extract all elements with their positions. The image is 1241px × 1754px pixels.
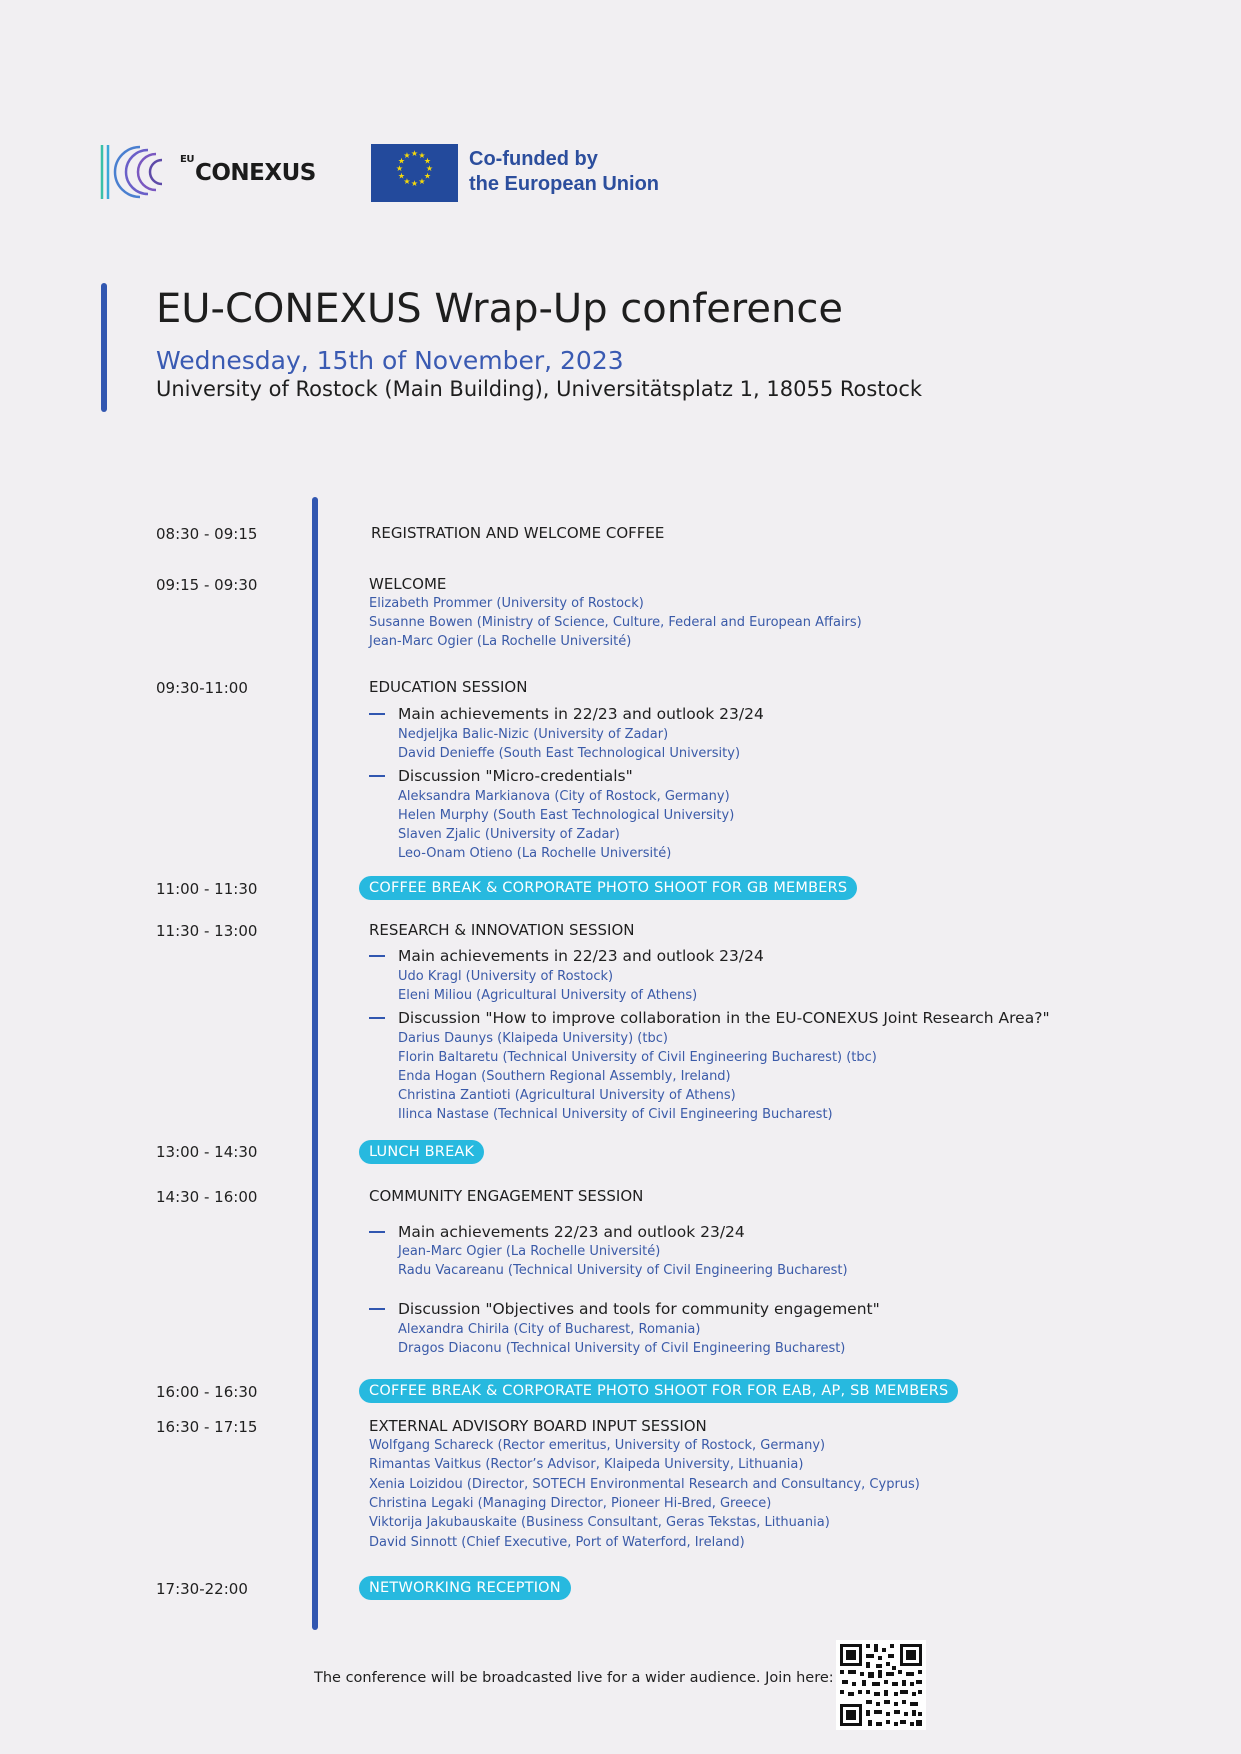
session-time: 09:30-11:00 [156,679,248,697]
subsession-title: Main achievements 22/23 and outlook 23/24 [369,1223,745,1241]
speaker: Leo-Onam Otieno (La Rochelle Université) [398,846,672,861]
break-badge: COFFEE BREAK & CORPORATE PHOTO SHOOT FOR GB MEMBERS [359,876,857,900]
subsession-title: Main achievements in 22/23 and outlook 23/24 [369,947,764,965]
timeline-bar [312,497,318,1630]
session-time: 11:30 - 13:00 [156,922,258,940]
page-title: EU-CONEXUS Wrap-Up conference [156,286,843,332]
svg-text:★: ★ [403,177,411,186]
session-time: 16:30 - 17:15 [156,1418,258,1436]
session-title: EDUCATION SESSION [369,678,528,696]
speaker: Christina Legaki (Managing Director, Pioneer Hi-Bred, Greece) [369,1496,772,1511]
speaker: Aleksandra Markianova (City of Rostock, Germany) [398,789,730,804]
dash-icon [369,713,385,715]
session-time: 14:30 - 16:00 [156,1188,258,1206]
session-title: WELCOME [369,575,447,593]
speaker: Wolfgang Schareck (Rector emeritus, University of Rostock, Germany) [369,1438,826,1453]
livestream-note: The conference will be broadcasted live for a wider audience. Join here: [314,1670,834,1686]
speaker: Viktorija Jakubauskaite (Business Consultant, Geras Tekstas, Lithuania) [369,1515,830,1530]
title-accent-bar [101,283,107,412]
session-time: 09:15 - 09:30 [156,576,258,594]
session-time: 08:30 - 09:15 [156,525,258,543]
speaker: Dragos Diaconu (Technical University of Civil Engineering Bucharest) [398,1341,846,1356]
eu-cofunded-text: Co-funded by the European Union [469,148,659,195]
svg-text:★: ★ [397,171,406,181]
speaker: Enda Hogan (Southern Regional Assembly, Ireland) [398,1069,731,1084]
session-time: 17:30-22:00 [156,1580,248,1598]
subsession-title: Discussion "Objectives and tools for community engagement" [369,1300,880,1318]
event-venue: University of Rostock (Main Building), Universitätsplatz 1, 18055 Rostock [156,377,923,401]
break-badge: LUNCH BREAK [359,1140,484,1164]
speaker: Jean-Marc Ogier (La Rochelle Université) [398,1244,661,1259]
eu-conexus-logo [100,142,320,204]
speaker: Jean-Marc Ogier (La Rochelle Université) [369,634,632,649]
svg-text:★: ★ [397,156,406,166]
conexus-arcs-icon [100,142,168,204]
speaker: Elizabeth Prommer (University of Rostock) [369,596,644,611]
svg-text:★: ★ [403,151,411,160]
dash-icon [369,1017,385,1019]
speaker: Christina Zantioti (Agricultural University of Athens) [398,1088,736,1103]
subsession-title: Main achievements in 22/23 and outlook 23/24 [369,705,764,723]
speaker: Slaven Zjalic (University of Zadar) [398,827,620,842]
svg-text:★: ★ [423,171,432,181]
conexus-wordmark: $^{EU}$CONEXUS [180,154,316,186]
dash-icon [369,955,385,957]
session-time: 13:00 - 14:30 [156,1143,258,1161]
speaker: Xenia Loizidou (Director, SOTECH Environmental Research and Consultancy, Cyprus) [369,1477,920,1492]
session-time: 11:00 - 11:30 [156,880,258,898]
subsession-title: Discussion "Micro-credentials" [369,767,633,785]
speaker: Radu Vacareanu (Technical University of Civil Engineering Bucharest) [398,1263,848,1278]
speaker: Ilinca Nastase (Technical University of Civil Engineering Bucharest) [398,1107,833,1122]
session-title: COMMUNITY ENGAGEMENT SESSION [369,1187,644,1205]
svg-text:★: ★ [418,151,426,160]
break-badge: COFFEE BREAK & CORPORATE PHOTO SHOOT FOR FOR EAB, AP, SB MEMBERS [359,1379,958,1403]
session-title: RESEARCH & INNOVATION SESSION [369,921,635,939]
svg-text:★: ★ [395,164,404,173]
eu-flag-icon [371,144,458,202]
speaker: Udo Kragl (University of Rostock) [398,969,614,984]
speaker: Helen Murphy (South East Technological University) [398,808,735,823]
speaker: David Denieffe (South East Technological University) [398,746,741,761]
speaker: Florin Baltaretu (Technical University of Civil Engineering Bucharest) (tbc) [398,1050,877,1065]
session-title: REGISTRATION AND WELCOME COFFEE [371,524,665,542]
speaker: Darius Daunys (Klaipeda University) (tbc) [398,1031,668,1046]
speaker: Rimantas Vaitkus (Rector’s Advisor, Klaipeda University, Lithuania) [369,1457,804,1472]
dash-icon [369,1308,385,1310]
speaker: David Sinnott (Chief Executive, Port of Waterford, Ireland) [369,1535,745,1550]
speaker: Alexandra Chirila (City of Bucharest, Romania) [398,1322,701,1337]
svg-text:★: ★ [423,156,432,166]
session-title: EXTERNAL ADVISORY BOARD INPUT SESSION [369,1417,707,1435]
svg-text:★: ★ [418,177,426,186]
qr-code-icon[interactable] [836,1640,926,1730]
speaker: Nedjeljka Balic-Nizic (University of Zadar) [398,727,669,742]
svg-text:★: ★ [410,149,419,158]
speaker: Susanne Bowen (Ministry of Science, Culture, Federal and European Affairs) [369,615,862,630]
svg-text:★: ★ [425,164,434,173]
break-badge: NETWORKING RECEPTION [359,1576,571,1600]
subsession-title: Discussion "How to improve collaboration in the EU-CONEXUS Joint Research Area?" [369,1009,1050,1027]
event-date: Wednesday, 15th of November, 2023 [156,346,624,375]
dash-icon [369,775,385,777]
dash-icon [369,1231,385,1233]
speaker: Eleni Miliou (Agricultural University of Athens) [398,988,698,1003]
session-time: 16:00 - 16:30 [156,1383,258,1401]
svg-text:★: ★ [410,179,419,188]
